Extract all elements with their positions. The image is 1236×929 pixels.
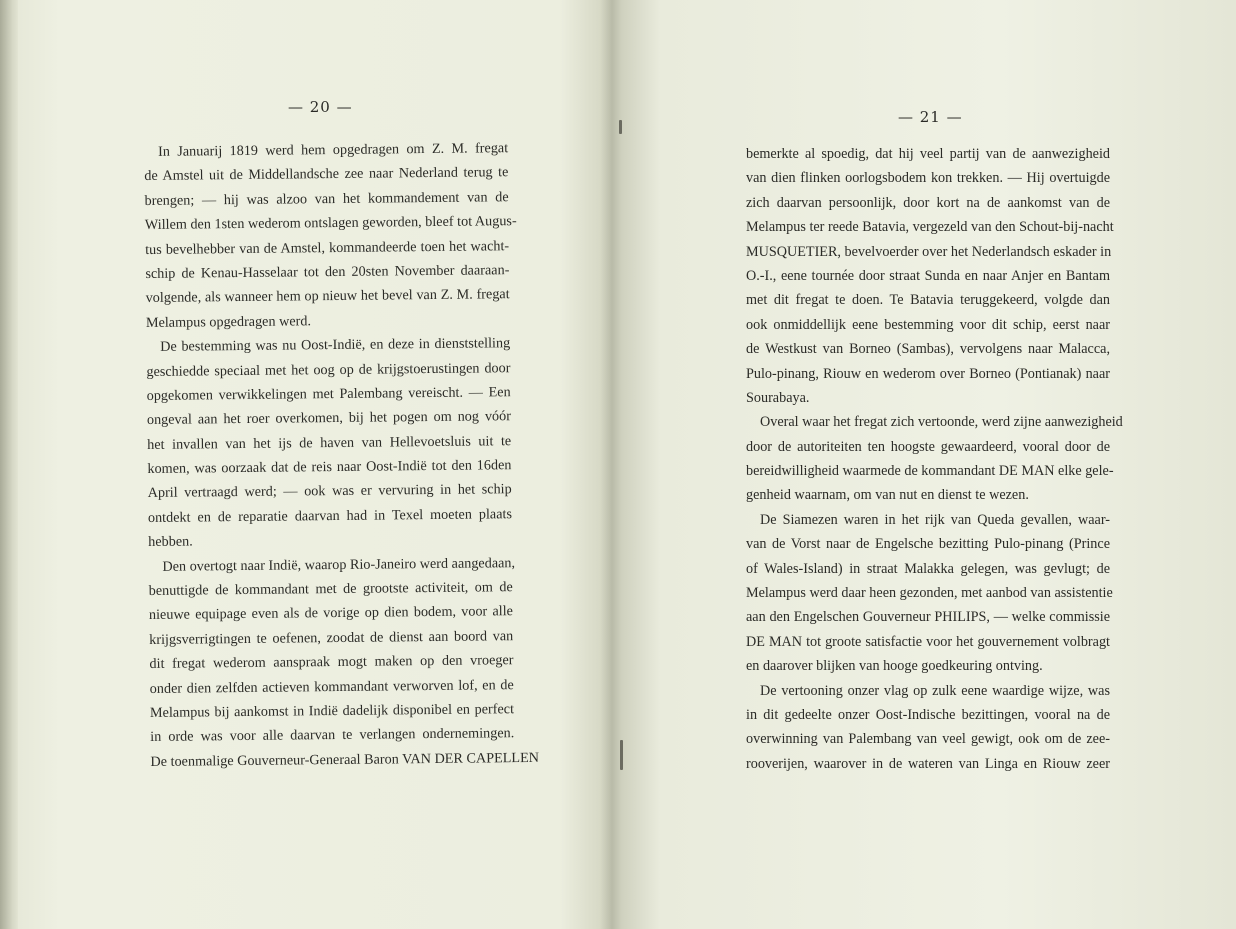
text-line: van de Vorst naar de Engelsche bezitting Pulo-pinang (Prince <box>746 536 1110 553</box>
text-line: komen, was oorzaak dat de reis naar Oost-Indië tot den 16den <box>147 457 512 478</box>
text-line: en daarover blijken van hooge goedkeuring ontving. <box>746 658 1043 675</box>
text-line: de Amstel uit de Middellandsche zee naar Nederland terug te <box>144 164 509 185</box>
left-page-text <box>144 136 540 774</box>
text-line: hebben. <box>148 533 193 551</box>
text-line: De Siamezen waren in het rijk van Queda gevallen, waar- <box>760 511 1110 528</box>
text-line: nieuwe equipage even als de vorige op dien bodem, voor alle <box>148 603 514 624</box>
text-line: O.-I., eene tournée door straat Sunda en naar Anjer en Bantam <box>746 267 1110 284</box>
text-line: dit fregat wederom aanspraak mogt maken op den vroeger <box>149 652 514 673</box>
text-line: genheid waarnam, om van nut en dienst te wezen. <box>746 487 1029 504</box>
left-page <box>20 0 610 929</box>
text-line: DE MAN tot groote satisfactie voor het gouvernement volbragt <box>746 633 1110 650</box>
text-line: benuttigde de kommandant met de grootste activiteit, om de <box>148 579 513 600</box>
text-line: Melampus opgedragen werd. <box>145 312 312 331</box>
text-line: krijgsverrigtingen te oefenen, zoodat de dienst aan boord van <box>149 627 514 648</box>
text-line: April vertraagd werd; — ook was er vervuring in het schip <box>147 481 512 502</box>
text-line: volgende, als wanneer hem op nieuw het bevel van Z. M. fregat <box>145 286 510 307</box>
text-line: opgekomen verwikkelingen met Palembang vereischt. — Een <box>146 384 511 404</box>
text-line: door de autoriteiten ten hoogste gewaardeerd, vooral door de <box>746 438 1110 455</box>
text-line: Melampus ter reede Batavia, vergezeld van den Schout-bij-nacht <box>746 219 1114 236</box>
text-line: bereidwilligheid waarmede de kommandant DE MAN elke gele- <box>746 463 1114 480</box>
text-line: het invallen van het ijs de haven van Hellevoetsluis uit te <box>147 432 512 453</box>
text-line: de Westkust van Borneo (Sambas), vervolgens naar Malacca, <box>746 341 1110 358</box>
text-line: in orde was voor alle daarvan te verlangen ondernemingen. <box>150 725 515 746</box>
text-line: of Wales-Island) in straat Malakka gelegen, was gevlugt; de <box>746 560 1110 577</box>
text-line: Den overtogt naar Indië, waarop Rio-Janeiro werd aangedaan, <box>162 554 516 575</box>
text-line: in dit gedeelte onzer Oost-Indische bezittingen, vooral na de <box>746 706 1110 723</box>
right-page-text <box>746 142 1123 776</box>
text-line: De bestemming was nu Oost-Indië, en deze in dienststelling <box>160 335 511 355</box>
text-line: Melampus bij aankomst in Indië dadelijk disponibel en perfect <box>149 701 515 721</box>
page-edge <box>0 0 18 929</box>
text-line: met dit fregat te doen. Te Batavia teruggekeerd, volgde dan <box>746 292 1110 309</box>
text-line: ontdekt en de reparatie daarvan had in Texel moeten plaats <box>147 506 513 526</box>
text-line: Willem den 1sten wederom ontslagen geworden, bleef tot Augus- <box>144 213 517 234</box>
text-line: aan den Engelschen Gouverneur PHILIPS, — welke commissie <box>746 609 1110 626</box>
page-number: — 21 — <box>898 108 963 126</box>
text-line: Sourabaya. <box>746 389 810 406</box>
text-line: MUSQUETIER, bevelvoerder over het Nederlandsch eskader in <box>746 243 1112 260</box>
text-line: van dien flinken oorlogsbodem kon trekken. — Hij overtuigde <box>746 170 1110 187</box>
text-line: overwinning van Palembang van veel gewigt, ook om de zee- <box>746 731 1110 748</box>
text-line: onder dien zelfden actieven kommandant verworven lof, en de <box>149 676 514 697</box>
page-number: — 20 — <box>288 98 353 116</box>
text-line: Overal waar het fregat zich vertoonde, werd zijne aanwezigheid <box>760 414 1123 431</box>
text-line: Melampus werd daar heen gezonden, met aanbod van assistentie <box>746 585 1113 602</box>
text-line: tus bevelhebber van de Amstel, kommandeerde toen het wacht- <box>145 237 510 258</box>
text-line: In Januarij 1819 werd hem opgedragen om Z. M. fregat <box>158 140 509 160</box>
text-line: brengen; — hij was alzoo van het kommandement van de <box>144 188 509 209</box>
text-line: bemerkte al spoedig, dat hij veel partij van de aanwezigheid <box>746 146 1110 162</box>
text-line: De vertooning onzer vlag op zulk eene waardige wijze, was <box>760 682 1110 699</box>
text-line: schip de Kenau-Hasselaar tot den 20sten November daaraan- <box>145 262 510 282</box>
text-line: ongeval aan het roer overkomen, bij het pogen om nog vóór <box>146 408 511 429</box>
text-line: ook onmiddellijk eene bestemming voor dit schip, eerst naar <box>746 316 1110 333</box>
right-page <box>622 0 1236 929</box>
text-line: zich daarvan persoonlijk, door kort na de aankomst van de <box>746 194 1110 211</box>
text-line: Pulo-pinang, Riouw en wederom over Borneo (Pontianak) naar <box>746 365 1110 382</box>
text-line: rooverijen, waarover in de wateren van Linga en Riouw zeer <box>746 755 1110 772</box>
text-line: geschiedde speciaal met het oog op de krijgstoerustingen door <box>146 359 511 380</box>
text-line: De toenmalige Gouverneur-Generaal Baron VAN DER CAPELLEN <box>150 749 540 770</box>
